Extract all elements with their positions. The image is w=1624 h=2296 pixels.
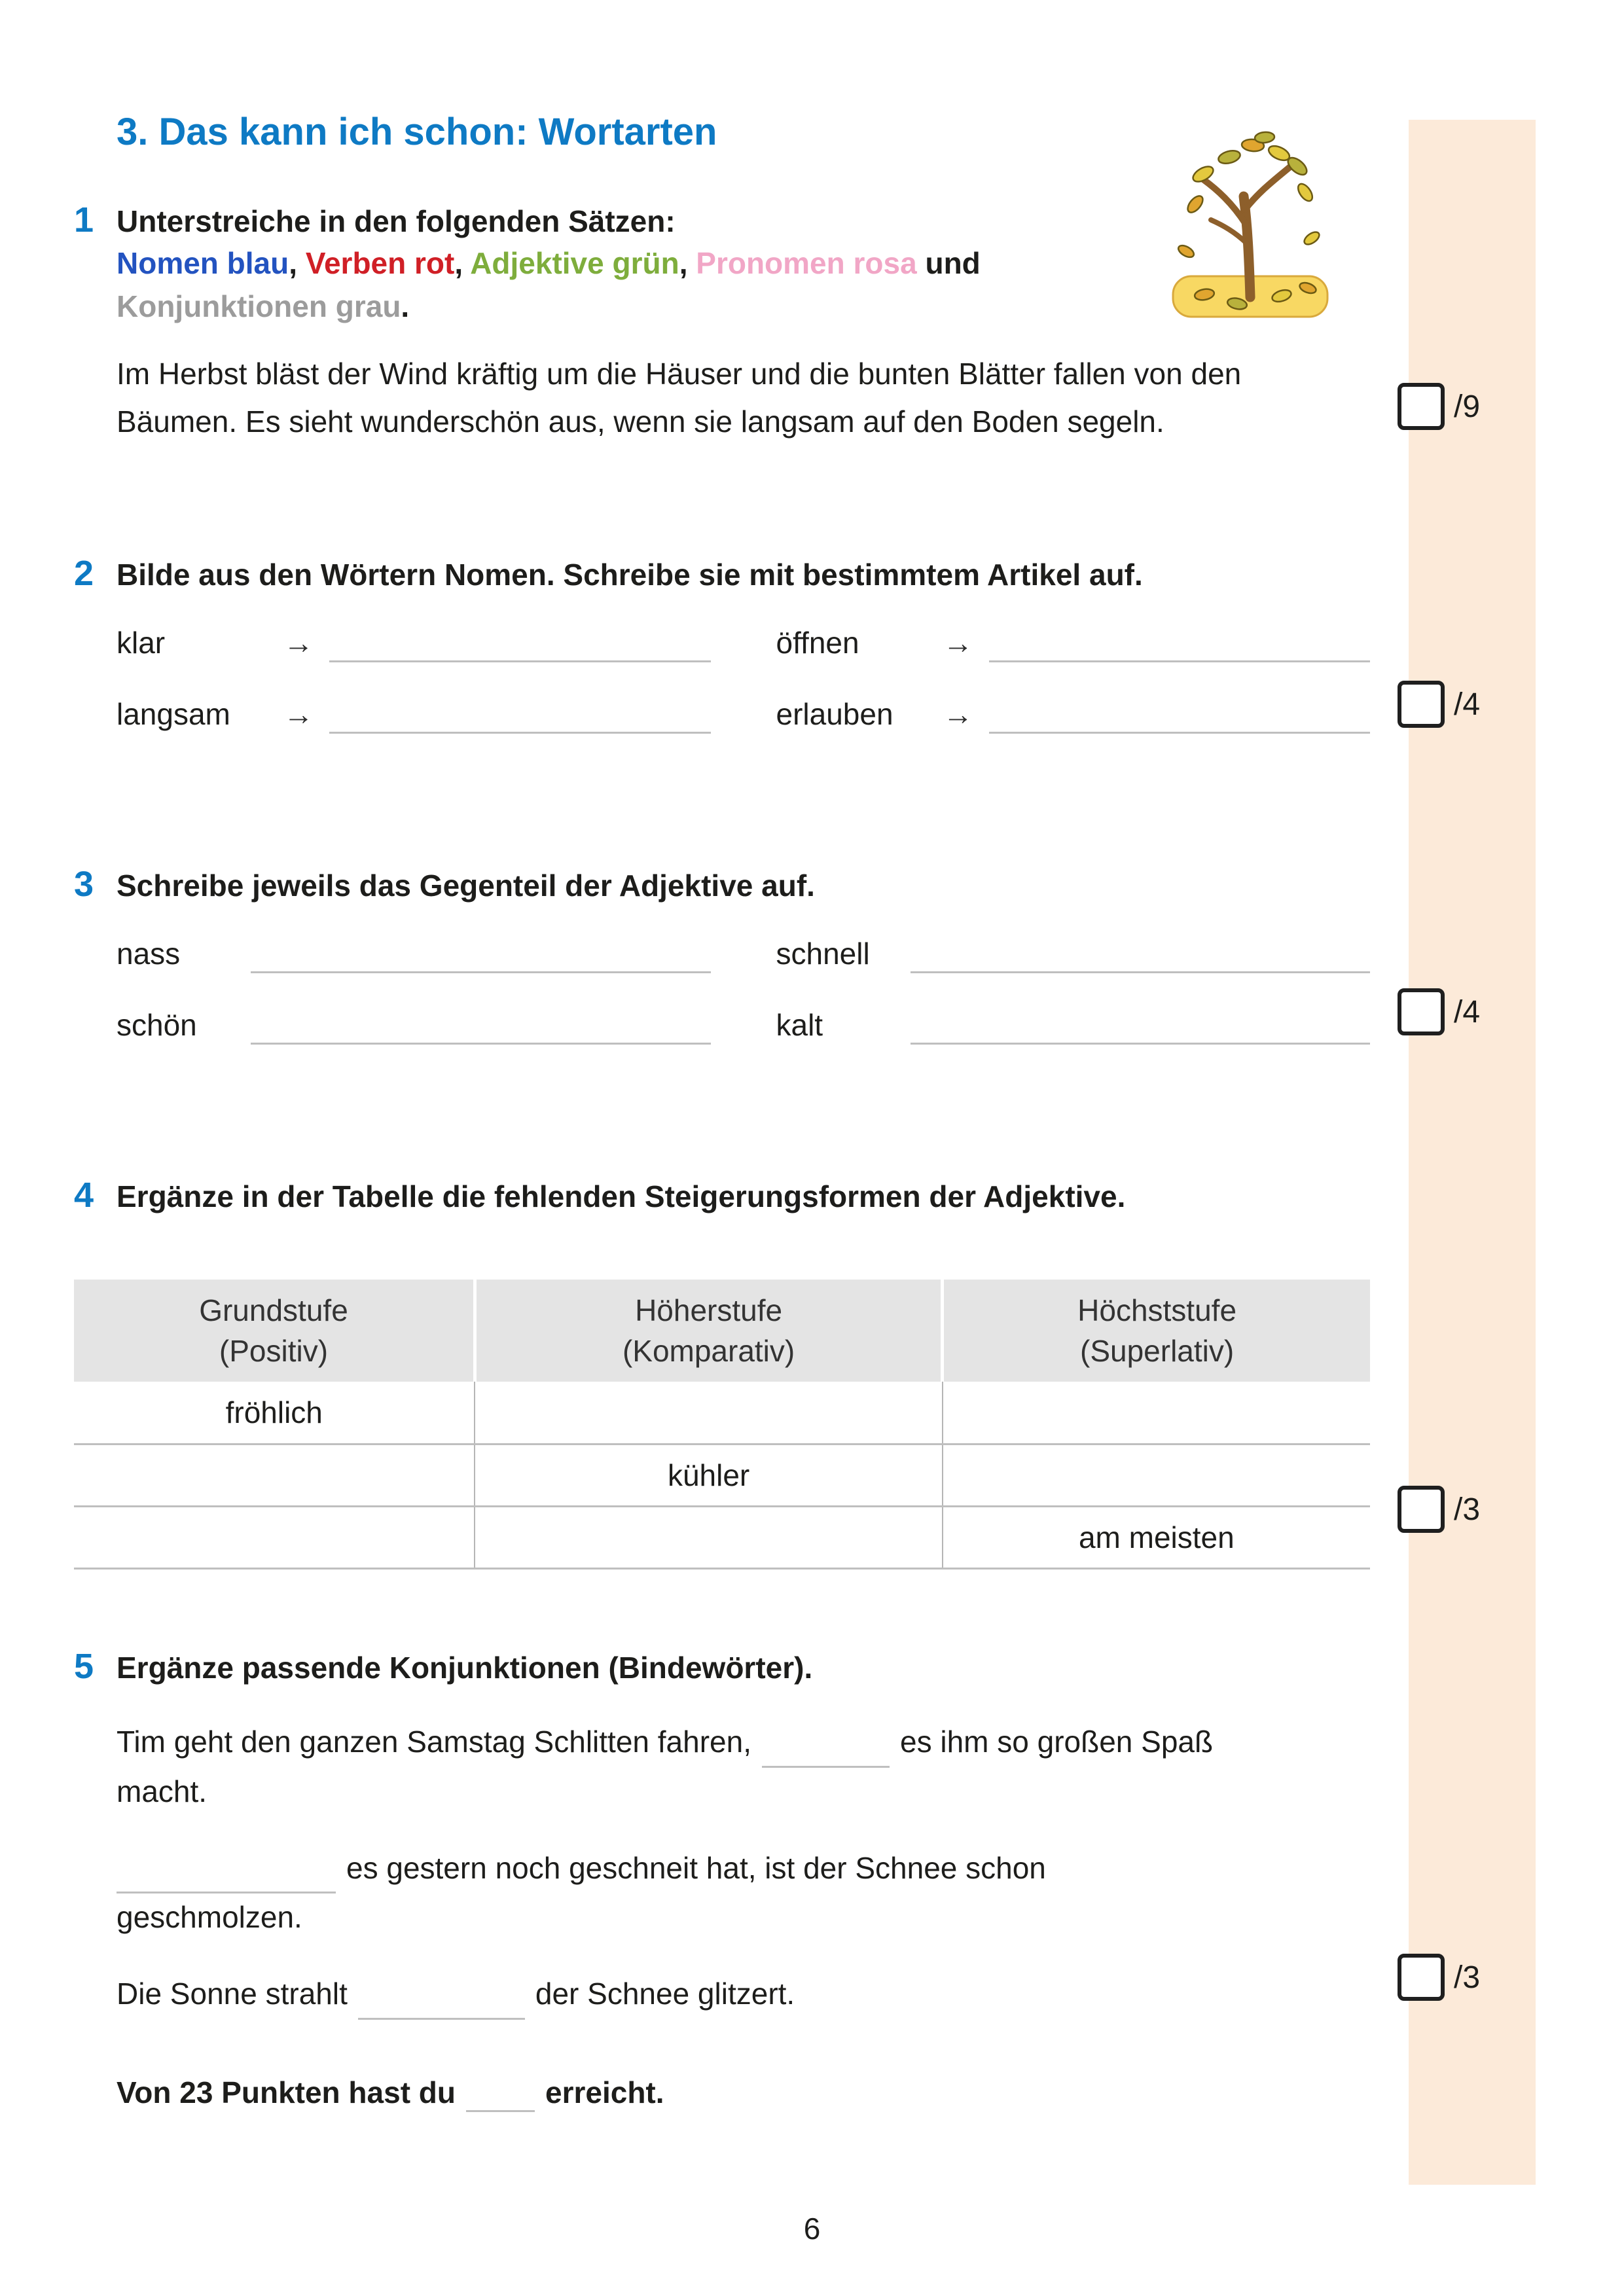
sentence-2: ​es gestern noch geschneit hat, ist der Schnee schon geschmolzen.: [117, 1844, 1233, 1941]
exercise-4: [74, 1175, 1370, 1217]
table-cell: [475, 1382, 942, 1444]
legend-separator: ,: [289, 246, 306, 281]
blank-line: [358, 1970, 525, 2020]
blank-line: [466, 2075, 535, 2112]
exercise-number: 1: [74, 200, 94, 240]
page-number: 6: [803, 2212, 821, 2246]
legend-adjektive: Adjektive grün: [470, 246, 679, 281]
score-ex5: [1398, 1954, 1480, 2001]
blank-line: [762, 1718, 890, 1768]
exercise-3: [74, 864, 1370, 1079]
score-label: /3: [1454, 1492, 1481, 1527]
table-cell: fröhlich: [74, 1382, 475, 1444]
exercise-heading: Ergänze in der Tabelle die fehlenden Steigerungsformen der Adjektive.: [117, 1179, 1126, 1213]
score-box: [1398, 1486, 1445, 1533]
adjective-row: [117, 1007, 1370, 1045]
writing-line: [251, 1007, 711, 1045]
score-ex1: [1398, 383, 1480, 430]
table-cell: am meisten: [943, 1506, 1370, 1568]
word-label: klar: [117, 626, 166, 660]
table-cell: [74, 1506, 475, 1568]
writing-line: [329, 696, 711, 734]
score-summary: Von 23 Punkten hast du ​ erreicht.: [117, 2075, 664, 2112]
word-label: schnell: [776, 937, 870, 971]
table-cell: kühler: [475, 1444, 942, 1506]
word-label: nass: [117, 937, 181, 971]
exercise-5: [74, 1646, 1370, 2049]
table-header-cell: Grundstufe (Positiv): [74, 1280, 475, 1382]
score-box: [1398, 1954, 1445, 2001]
score-label: /9: [1454, 389, 1481, 424]
score-box: [1398, 383, 1445, 430]
table-header-cell: Höherstufe (Komparativ): [475, 1280, 942, 1382]
word-label: öffnen: [776, 626, 859, 660]
writing-line: [911, 936, 1371, 973]
word-label: schön: [117, 1008, 197, 1043]
legend-verben: Verben rot: [305, 246, 455, 281]
comparison-table-wrap: [74, 1247, 1370, 1570]
arrow-right-icon: →: [283, 697, 314, 732]
comparison-table: [74, 1280, 1370, 1570]
exercise-heading: Unterstreiche in den folgenden Sätzen:: [117, 204, 676, 238]
blank-line: [117, 1844, 336, 1894]
sentence-3: Die Sonne strahlt ​ der Schnee glitzert.: [117, 1970, 1233, 2020]
arrow-right-icon: →: [283, 626, 314, 660]
score-ex4: [1398, 1486, 1480, 1533]
score-ex2: [1398, 681, 1480, 728]
word-label: erlauben: [776, 697, 893, 732]
writing-line: [911, 1007, 1371, 1045]
writing-line: [329, 625, 711, 662]
exercise-number: 3: [74, 865, 94, 904]
legend-period: .: [401, 289, 410, 323]
table-header-cell: Höchststufe (Superlativ): [943, 1280, 1370, 1382]
score-label: /4: [1454, 687, 1481, 722]
legend-nomen: Nomen blau: [117, 246, 289, 281]
legend-pronomen: Pronomen rosa: [696, 246, 917, 281]
noun-row: [117, 625, 1370, 662]
exercise-heading: Ergänze passende Konjunktionen (Bindewörter).: [117, 1651, 813, 1685]
table-row: [74, 1506, 1370, 1568]
word-label: kalt: [776, 1008, 823, 1043]
word-type-legend: [117, 242, 1370, 328]
arrow-right-icon: →: [943, 626, 973, 660]
legend-konjunktionen: Konjunktionen grau: [117, 289, 401, 323]
sentence-1: Tim geht den ganzen Samstag Schlitten fahren, ​ es ihm so großen Spaß macht.: [117, 1718, 1233, 1815]
arrow-right-icon: →: [943, 697, 973, 732]
passage-text: Im Herbst bläst der Wind kräftig um die Häuser und die bunten Blätter fallen von den Bäumen. Es sieht wunderschön aus, wenn sie langsam auf den Boden segeln.: [117, 357, 1242, 439]
adjective-row: [117, 936, 1370, 973]
writing-line: [989, 696, 1371, 734]
exercise-1: [74, 200, 1370, 475]
table-row: [74, 1382, 1370, 1444]
score-label: /3: [1454, 1960, 1481, 1995]
writing-line: [251, 936, 711, 973]
page-title: 3. Das kann ich schon: Wortarten: [117, 111, 717, 153]
exercise-2: [74, 553, 1370, 768]
exercise-number: 2: [74, 554, 94, 593]
score-ex3: [1398, 988, 1480, 1035]
legend-separator: ,: [454, 246, 471, 281]
noun-row: [117, 696, 1370, 734]
writing-line: [989, 625, 1371, 662]
word-label: langsam: [117, 697, 230, 732]
score-box: [1398, 988, 1445, 1035]
table-cell: [475, 1506, 942, 1568]
score-label: /4: [1454, 994, 1481, 1030]
table-cell: [943, 1444, 1370, 1506]
legend-und: und: [916, 246, 981, 281]
exercise-number: 5: [74, 1647, 94, 1686]
exercise-number: 4: [74, 1175, 94, 1215]
table-cell: [74, 1444, 475, 1506]
score-box: [1398, 681, 1445, 728]
exercise-heading: Schreibe jeweils das Gegenteil der Adjektive auf.: [117, 869, 815, 903]
table-cell: [943, 1382, 1370, 1444]
table-row: [74, 1444, 1370, 1506]
legend-separator: ,: [679, 246, 696, 281]
exercise-heading: Bilde aus den Wörtern Nomen. Schreibe sie mit bestimmtem Artikel auf.: [117, 558, 1143, 592]
